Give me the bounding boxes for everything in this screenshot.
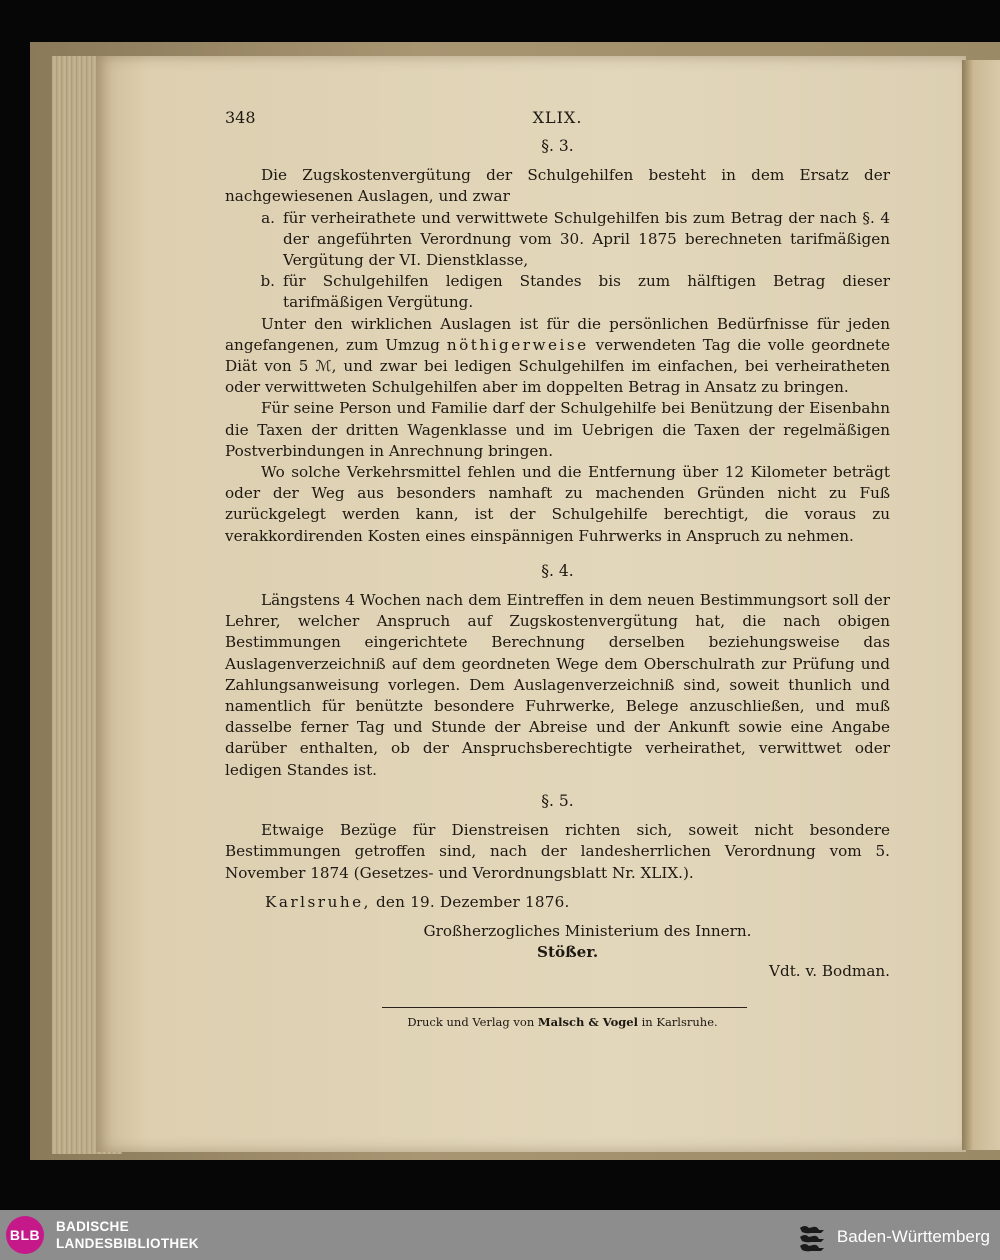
page-number: 348 bbox=[225, 108, 256, 127]
section-4-title: §. 4. bbox=[541, 561, 574, 580]
list-text-b: für Schulgehilfen ledigen Standes bis zum hälftigen Betrag dieser tarifmäßigen Vergütung. bbox=[283, 272, 890, 312]
page-content bbox=[225, 104, 890, 1033]
blb-logo-icon[interactable]: BLB bbox=[6, 1216, 44, 1254]
imprint-publisher: Malsch & Vogel bbox=[537, 1014, 638, 1029]
next-page-edge bbox=[962, 60, 1000, 1150]
library-name-line-2: LANDESBIBLIOTHEK bbox=[56, 1236, 199, 1251]
section-3-paragraph-3: Wo solche Verkehrsmittel fehlen und die Entfernung über 12 Kilometer beträgt oder der Weg aus besonders namhaft zu machenden Gründen nicht zu Fuß zurückgelegt werden kann, ist der Schulgehilfe berechtigt, die voraus zu verakkordirenden Kosten eines einspännigen Fuhrwerks in Anspruch zu nehmen. bbox=[225, 463, 890, 545]
imprint-suffix: in Karlsruhe. bbox=[637, 1014, 718, 1029]
section-3-paragraph-1 bbox=[225, 314, 890, 399]
page-header bbox=[225, 104, 890, 130]
section-5-title: §. 5. bbox=[541, 791, 574, 810]
list-label-a: a. bbox=[261, 208, 275, 227]
footer-bar bbox=[0, 1210, 1000, 1260]
section-3-intro: Die Zugskostenvergütung der Schulgehilfen besteht in dem Ersatz der nachgewiesenen Auslagen, und zwar bbox=[225, 166, 890, 206]
list-item-a bbox=[225, 208, 890, 272]
lions-crest-icon bbox=[797, 1222, 827, 1252]
imprint-prefix: Druck und Verlag von bbox=[407, 1014, 538, 1029]
section-5-paragraph: Etwaige Bezüge für Dienstreisen richten sich, soweit nicht besondere Bestimmungen getroffen sind, nach der landesherrlichen Verordnung vom 5. November 1874 (Gesetzes- und Verordnungsblatt Nr. XLIX.). bbox=[225, 821, 890, 882]
list-label-b: b. bbox=[260, 272, 275, 291]
countersignature: Vdt. v. Bodman. bbox=[769, 962, 890, 981]
imprint bbox=[235, 1012, 890, 1033]
list-text-a: für verheirathete und verwittwete Schulgehilfen bis zum Betrag der nach §. 4 der angeführten Verordnung vom 30. April 1875 berechneten tarifmäßigen Vergütung der VI. Dienstklasse, bbox=[283, 208, 890, 270]
state-label: Baden-Württemberg bbox=[836, 1227, 990, 1246]
ministry-name: Großherzogliches Ministerium des Innern. bbox=[423, 921, 752, 940]
date: den 19. Dezember 1876. bbox=[370, 892, 570, 911]
place: Karlsruhe, bbox=[265, 892, 371, 911]
place-date-line bbox=[225, 892, 890, 913]
issue-number: XLIX. bbox=[532, 108, 583, 127]
imprint-rule bbox=[382, 1007, 747, 1008]
library-name-line-1: BADISCHE bbox=[56, 1219, 129, 1234]
library-name[interactable] bbox=[56, 1218, 199, 1252]
section-3-paragraph-2: Für seine Person und Familie darf der Schulgehilfe bei Benützung der Eisenbahn die Taxen der dritten Wagenklasse und im Uebrigen die Taxen der regelmäßigen Postverbindungen in Anrechnung bringen. bbox=[225, 399, 890, 460]
section-3-title: §. 3. bbox=[541, 137, 574, 155]
signer-name: Stößer. bbox=[537, 943, 599, 962]
para1-part-b: verwendeten Tag die volle geordnete Diät von 5 ℳ, und zwar bei ledigen Schulgehilfen im einfachen, bei verheiratheten oder verwittweten Schulgehilfen aber im doppelten Betrag in Ansatz zu bringen. bbox=[225, 335, 891, 397]
para1-part-a: Unter den wirklichen Auslagen ist für die persönlichen Bedürfnisse für jeden angefangenen, zum Umzug bbox=[225, 314, 890, 354]
state-logo[interactable] bbox=[797, 1222, 990, 1252]
list-item-b bbox=[225, 271, 890, 313]
para1-spaced-word: nöthigerweise bbox=[446, 335, 589, 354]
section-4-paragraph: Längstens 4 Wochen nach dem Eintreffen in dem neuen Bestimmungsort soll der Lehrer, welcher Anspruch auf Zugskostenvergütung hat, die nach obigen Bestimmungen eingerichtete Berechnung derselben beziehungsweise das Auslagenverzeichniß auf dem geordneten Wege dem Oberschulrath zur Prüfung und Zahlungsanweisung vorlegen. Dem Auslagenverzeichniß sind, soweit thunlich und namentlich für benützte besondere Fuhrwerke, Belege anzuschließen, und muß dasselbe ferner Tag und Stunde der Abreise und der Ankunft sowie eine Angabe darüber enthalten, ob der Anspruchsberechtigte verheirathet, verwittwet oder ledigen Standes ist. bbox=[225, 591, 890, 779]
